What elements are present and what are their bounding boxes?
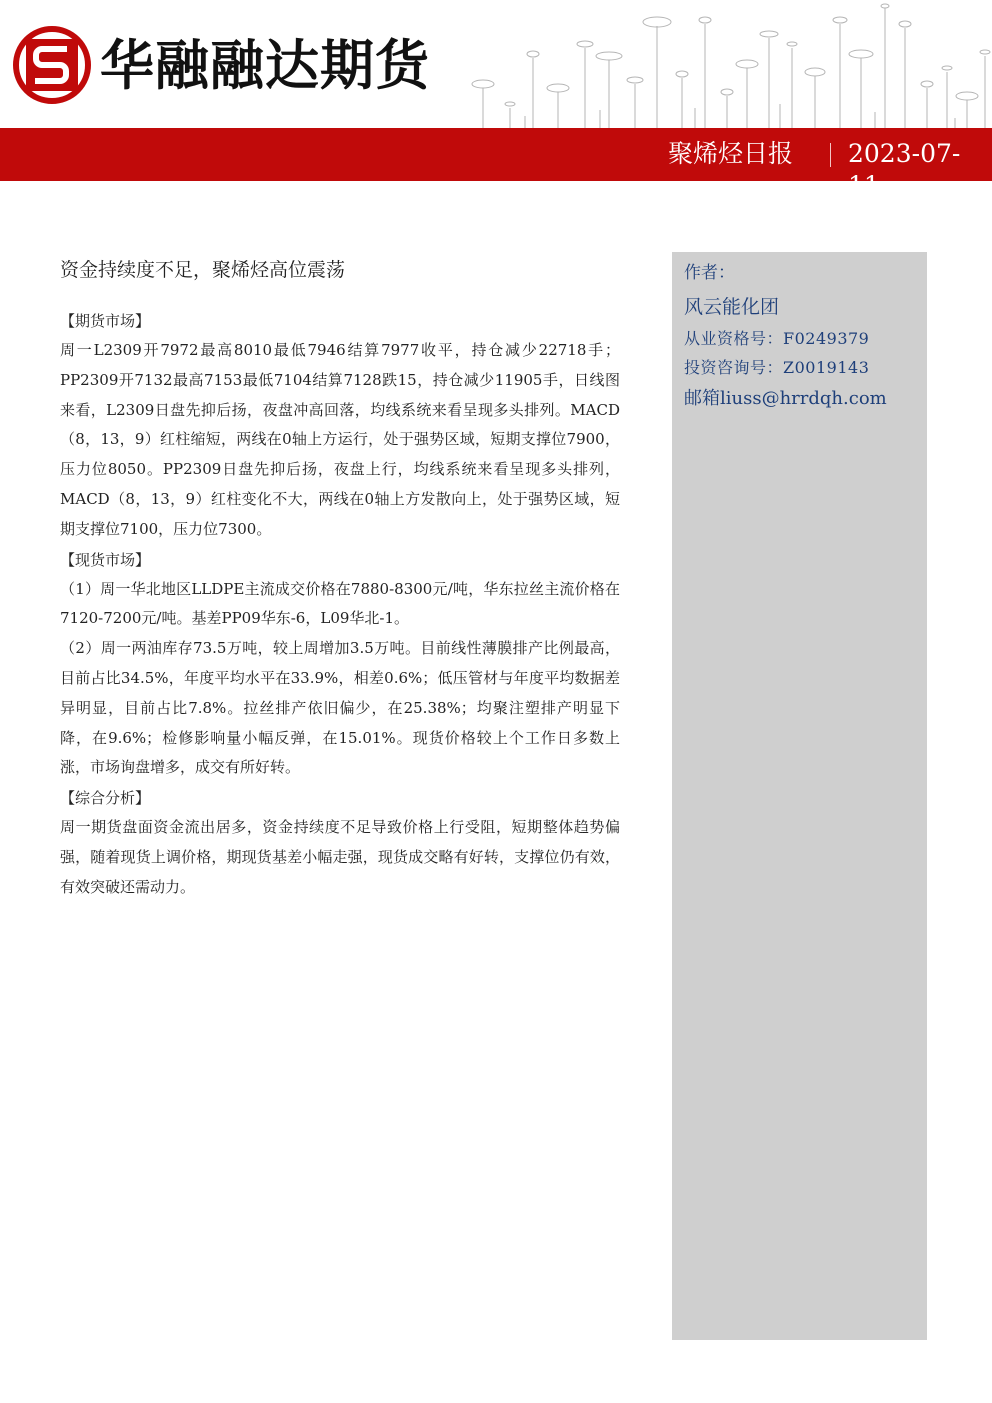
spot-paragraph-1: （1）周一华北地区LLDPE主流成交价格在7880-8300元/吨，华东拉丝主流价格在7120-7200元/吨。基差PP09华东-6，L09华北-1。 bbox=[60, 579, 620, 628]
author-name: 风云能化团 bbox=[684, 296, 780, 318]
headline: 资金持续度不足，聚烯烃高位震荡 bbox=[60, 259, 346, 281]
author-sidebar bbox=[672, 252, 927, 1340]
company-logo-icon bbox=[12, 25, 92, 105]
decorative-pattern bbox=[455, 0, 992, 128]
analysis-section-title: 【综合分析】 bbox=[60, 789, 151, 808]
author-email[interactable]: 邮箱liuss@hrrdqh.com bbox=[684, 388, 887, 409]
company-name: 华融融达期货 bbox=[100, 34, 430, 97]
title-band bbox=[0, 128, 992, 181]
title-separator bbox=[830, 143, 831, 167]
report-body bbox=[60, 252, 620, 903]
report-date: 2023-07-11 bbox=[848, 139, 961, 200]
report-title: 聚烯烃日报 bbox=[668, 139, 794, 168]
spot-paragraph-2: （2）周一两油库存73.5万吨，较上周增加3.5万吨。目前线性薄膜排产比例最高，目前占比34.5%，年度平均水平在33.9%，相差0.6%；低压管材与年度平均数据差异明显，目前占比7.8%。拉丝排产依旧偏少，在25.38%；均聚注塑排产明显下降，在9.6%；检修影响量小幅反弹，在15.01%。现货价格较上个工作日多数上涨，市场询盘增多，成交有所好转。 bbox=[60, 639, 620, 777]
report-header bbox=[0, 0, 992, 200]
qualification-number: 从业资格号：F0249379 bbox=[684, 329, 870, 348]
author-label: 作者： bbox=[684, 263, 735, 283]
consulting-number: 投资咨询号：Z0019143 bbox=[684, 358, 870, 377]
futures-paragraph: 周一L2309开7972最高8010最低7946结算7977收平，持仓减少22718手；PP2309开7132最高7153最低7104结算7128跌15，持仓减少11905手，日线图来看，L2309日盘先抑后扬，夜盘冲高回落，均线系统来看呈现多头排列。MACD（8，13，9）红柱缩短，两线在0轴上方运行，处于强势区域，短期支撑位7900，压力位8050。PP2309日盘先抑后扬，夜盘上行，均线系统来看呈现多头排列，MACD（8，13，9）红柱变化不大，两线在0轴上方发散向上，处于强势区域，短期支撑位7100，压力位7300。 bbox=[60, 341, 620, 538]
analysis-paragraph: 周一期货盘面资金流出居多，资金持续度不足导致价格上行受阻，短期整体趋势偏强，随着现货上调价格，期现货基差小幅走强，现货成交略有好转，支撑位仍有效，有效突破还需动力。 bbox=[60, 818, 620, 896]
spot-section-title: 【现货市场】 bbox=[60, 550, 151, 569]
futures-section-title: 【期货市场】 bbox=[60, 312, 151, 330]
